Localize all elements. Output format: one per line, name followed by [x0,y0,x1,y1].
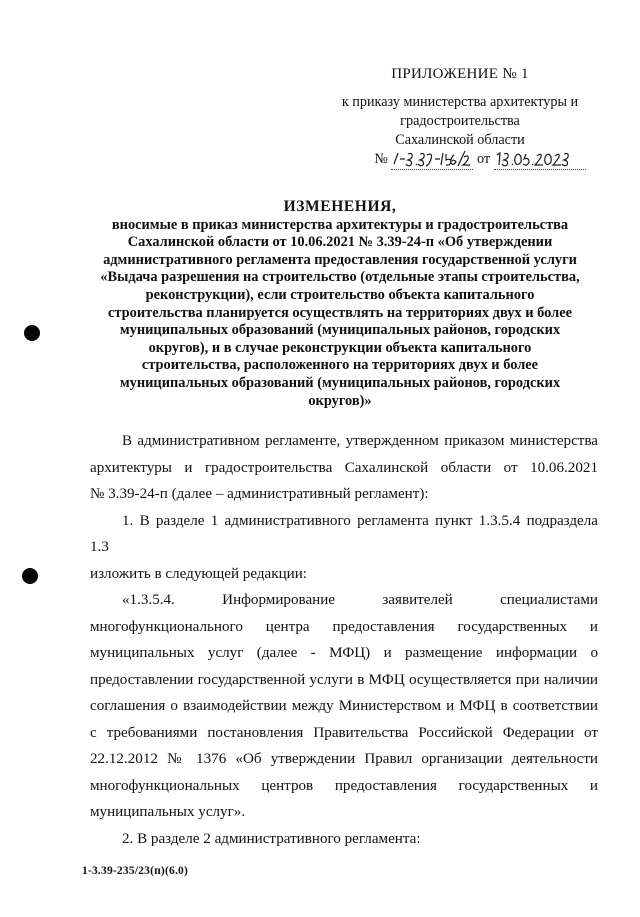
heading-title: ИЗМЕНЕНИЯ, [283,198,397,215]
heading-line: строительства планируется осуществлять на территориях двух и более [108,304,572,321]
quote-line: многофункциональных центров предоставления государственных и [90,777,598,794]
order-number-line [355,149,605,171]
intro-line: № 3.39-24-п (далее – административный регламент): [90,486,429,502]
heading-line: Сахалинской области от 10.06.2021 № 3.39-24-п «Об утверждении [127,234,553,251]
handwritten-number-ink [391,149,473,169]
appendix-line-2: градостроительства [400,113,520,129]
number-prefix: № [374,151,388,167]
quote-line: с требованиями постановления Правительства Российской Федерации от [90,724,598,741]
handwritten-date [494,149,586,170]
quote-line: предоставлении государственной услуги в МФЦ осуществляется при наличии [90,671,598,688]
heading-line: «Выдача разрешения на строительство (отдельные этапы строительства, [100,269,580,286]
appendix-line-1: к приказу министерства архитектуры и [341,94,579,110]
heading-line: вносимые в приказ министерства архитектуры и градостроительства [111,216,569,233]
heading-line: округов), и в случае реконструкции объекта капитального [148,339,532,356]
item-1-line: 1. В разделе 1 административного регламента пункт 1.3.5.4 подраздела 1.3 [90,512,598,555]
heading-line: округов)» [308,392,372,409]
item-2-line: 2. В разделе 2 административного регламента: [122,830,421,847]
handwritten-date-ink [494,149,586,169]
quote-line: «1.3.5.4. Информирование заявителей специалистами [122,592,598,608]
heading-line: муниципальных образований (муниципальных районов, городских [119,322,561,339]
handwritten-number [391,149,473,170]
appendix-line-3: Сахалинской области [395,132,525,148]
changes-heading [80,198,600,410]
quote-line: муниципальных услуг». [90,804,246,820]
document-body [90,428,598,852]
item-1-line: изложить в следующей редакции: [90,565,307,582]
quote-line: соглашения о взаимодействии между Министерством и МФЦ в соответствии [90,698,598,714]
date-prefix: от [476,151,491,167]
heading-line: строительства, расположенного на территориях двух и более [141,357,539,374]
heading-line: реконструкции), если строительство объекта капитального [145,286,535,303]
intro-line: архитектуры и градостроительства Сахалинской области от 10.06.2021 [90,459,598,476]
intro-line: В административном регламенте, утвержденном приказом министерства [122,433,598,449]
punch-hole [24,325,40,341]
quote-line: многофункционального центра предоставления государственных и [90,618,598,635]
document-code: 1-3.39-235/23(п)(6.0) [82,865,188,877]
quote-line: муниципальных услуг (далее - МФЦ) и размещение информации о [90,645,598,661]
quote-line: 22.12.2012 № 1376 «Об утверждении Правил организации деятельности [90,751,598,767]
punch-hole [22,568,38,584]
heading-line: административного регламента предоставления государственной услуги [103,251,577,268]
heading-line: муниципальных образований (муниципальных районов, городских [119,374,561,391]
appendix-title: ПРИЛОЖЕНИЕ № 1 [391,66,529,82]
